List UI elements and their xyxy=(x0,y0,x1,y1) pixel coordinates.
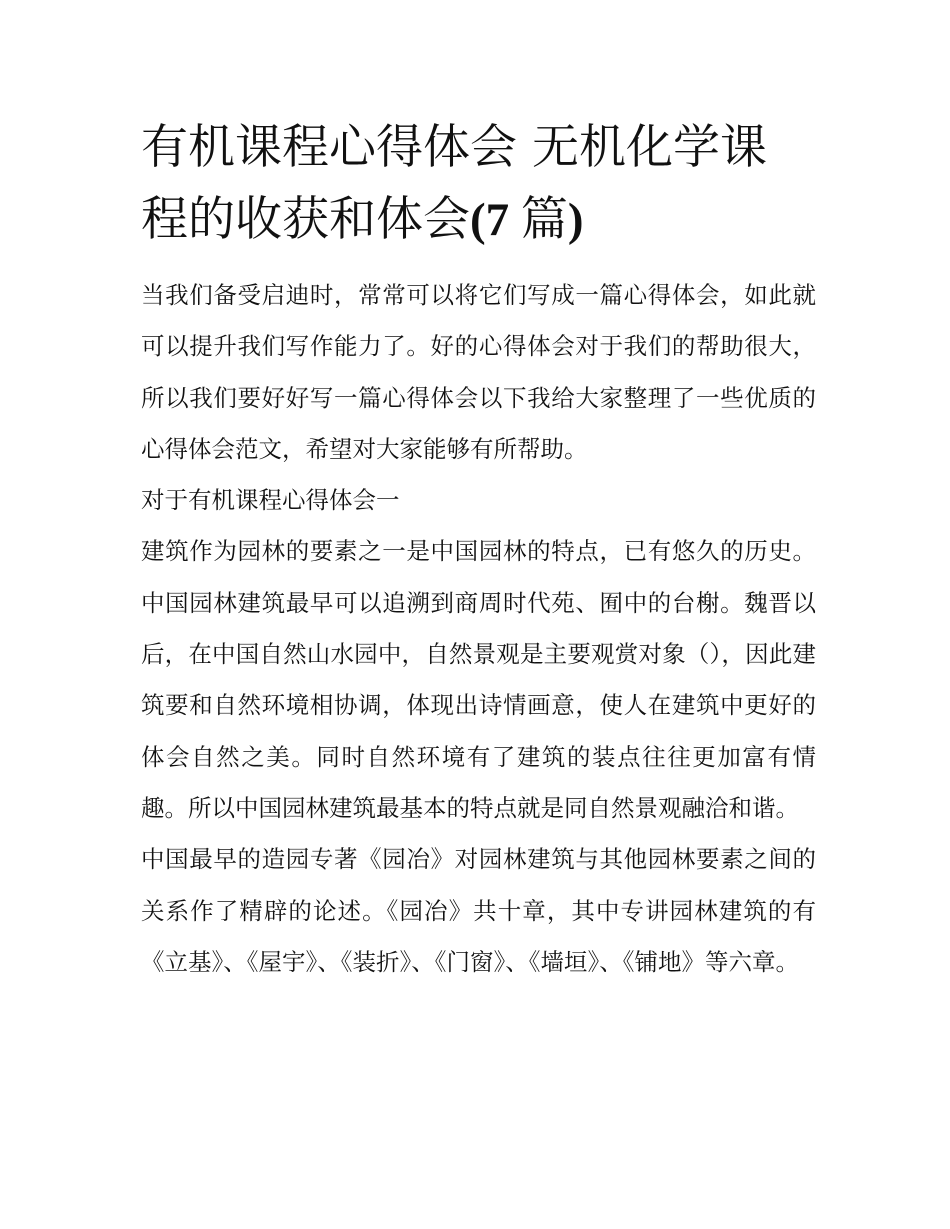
body-paragraph-yuanye: 中国最早的造园专著《园冶》对园林建筑与其他园林要素之间的关系作了精辟的论述。《园冶》共十章，其中专讲园林建筑的有《立基》、《屋宇》、《装折》、《门窗》、《墙垣》、《铺地》等六章。 xyxy=(141,845,816,976)
body-paragraph-architecture: 建筑作为园林的要素之一是中国园林的特点，已有悠久的历史。中国园林建筑最早可以追溯到商周时代苑、囿中的台榭。魏晋以后，在中国自然山水园中，自然景观是主要观赏对象（），因此建筑要和自然环境相协调，体现出诗情画意，使人在建筑中更好的体会自然之美。同时自然环境有了建筑的装点往往更加富有情趣。所以中国园林建筑最基本的特点就是同自然景观融洽和谐。 xyxy=(141,537,816,822)
title-line-2-middle: 篇 xyxy=(520,192,568,247)
intro-paragraph: 当我们备受启迪时，常常可以将它们写成一篇心得体会，如此就可以提升我们写作能力了。好的心得体会对于我们的帮助很大，所以我们要好好写一篇心得体会以下我给大家整理了一些优质的心得体会范文，希望对大家能够有所帮助。 xyxy=(141,281,816,463)
title-line-2-prefix: 程的收获和体会 xyxy=(141,192,470,247)
title-line-1: 有机课程心得体会 无机化学课 xyxy=(141,120,767,175)
section-heading: 对于有机课程心得体会一 xyxy=(141,486,400,515)
document-body xyxy=(141,112,816,988)
title-line-2-close: ) xyxy=(567,194,584,246)
title-line-2-latin: (7 xyxy=(470,194,521,246)
document-title xyxy=(141,112,816,256)
